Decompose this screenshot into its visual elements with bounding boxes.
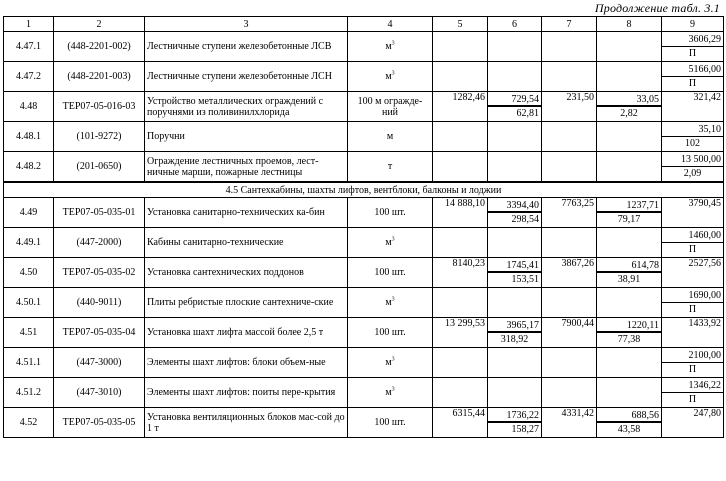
price-value: 35,10 [662,123,723,137]
item-unit: т [348,152,433,183]
item-unit: 100 шт. [348,408,433,438]
price-value: 2100,00 [662,349,723,363]
price-note: 2,09 [683,167,702,179]
item-description: Устройство металлических ограждений с поручнями из поливинилхлорида [145,92,348,122]
item-unit: $м^3$ [348,348,433,378]
table-row [4,408,724,438]
materials-cost: 1433,92 [662,318,724,348]
machine-cost: 3867,26 [542,258,597,288]
price-note: П [688,47,697,59]
total-cost: 1282,46 [433,92,488,122]
price-cell [662,348,724,378]
wage-sub: 62,81 [516,107,539,119]
machine-wage-value: 33,05 [597,93,661,107]
section-row [4,182,724,198]
item-number: 4.50.1 [4,288,54,318]
wage-cell [488,408,542,438]
table-row [4,318,724,348]
table-caption: Продолжение табл. 3.1 [594,1,720,15]
item-number: 4.48 [4,92,54,122]
table-row [4,62,724,92]
table-row [4,32,724,62]
header-cell: 4 [348,17,433,32]
item-number: 4.51.1 [4,348,54,378]
wage-cell [488,198,542,228]
table-row [4,228,724,258]
machine-cost: 7763,25 [542,198,597,228]
wage-sub: 318,92 [500,333,529,345]
item-description: Ограждение лестничных проемов, лест-ничные марши, пожарные лестницы [145,152,348,183]
header-cell: 9 [662,17,724,32]
machine-wage-cell [597,408,662,438]
item-unit: 100 шт. [348,318,433,348]
item-code: (447-3000) [54,348,145,378]
item-number: 4.50 [4,258,54,288]
table-row [4,122,724,152]
machine-wage-sub: 38,91 [617,273,641,285]
item-code: (201-0650) [54,152,145,183]
item-number: 4.47.1 [4,32,54,62]
header-cell: 7 [542,17,597,32]
item-code: ТЕР07-05-035-05 [54,408,145,438]
item-description: Установка шахт лифта массой более 2,5 т [145,318,348,348]
price-value: 13 500,00 [662,153,723,167]
item-unit: $м^3$ [348,32,433,62]
price-note: П [688,303,697,315]
wage-value: 3394,40 [488,199,541,213]
item-code: ТЕР07-05-016-03 [54,92,145,122]
item-description: Установка санитарно-технических ка-бин [145,198,348,228]
machine-cost: 4331,42 [542,408,597,438]
item-unit: $м^3$ [348,378,433,408]
price-cell [662,122,724,152]
header-cell: 2 [54,17,145,32]
item-number: 4.49 [4,198,54,228]
machine-wage-value: 614,78 [597,259,661,273]
wage-sub: 298,54 [511,213,539,225]
total-cost: 13 299,53 [433,318,488,348]
machine-wage-sub: 2,82 [620,107,638,119]
item-code: (448-2201-002) [54,32,145,62]
price-note: П [688,363,697,375]
header-cell: 3 [145,17,348,32]
item-unit: $м^3$ [348,228,433,258]
price-note: П [688,243,697,255]
price-cell [662,228,724,258]
item-code: ТЕР07-05-035-04 [54,318,145,348]
materials-cost: 3790,45 [662,198,724,228]
machine-cost: 7900,44 [542,318,597,348]
header-row [4,17,724,32]
price-cell [662,62,724,92]
wage-sub: 158,27 [511,423,539,435]
item-number: 4.51 [4,318,54,348]
item-number: 4.49.1 [4,228,54,258]
price-cell [662,378,724,408]
item-description: Установка вентиляционных блоков мас-сой до 1 т [145,408,348,438]
machine-wage-value: 1237,71 [597,199,661,213]
price-value: 1460,00 [662,229,723,243]
item-code: (101-9272) [54,122,145,152]
item-description: Установка сантехнических поддонов [145,258,348,288]
item-unit: 100 шт. [348,258,433,288]
item-unit: 100 шт. [348,198,433,228]
price-cell [662,32,724,62]
table-row [4,378,724,408]
header-cell: 6 [488,17,542,32]
wage-cell [488,258,542,288]
table-row [4,258,724,288]
machine-wage-cell [597,198,662,228]
machine-wage-sub: 77,38 [617,333,641,345]
item-code: ТЕР07-05-035-01 [54,198,145,228]
wage-cell [488,318,542,348]
table-row [4,288,724,318]
total-cost: 6315,44 [433,408,488,438]
item-description: Лестничные ступени железобетонные ЛСВ [145,32,348,62]
item-code: (447-3010) [54,378,145,408]
item-code: (447-2000) [54,228,145,258]
table-row [4,348,724,378]
materials-cost: 2527,56 [662,258,724,288]
total-cost: 14 888,10 [433,198,488,228]
machine-wage-cell [597,92,662,122]
machine-wage-sub: 43,58 [617,423,641,435]
wage-sub: 153,51 [511,273,539,285]
price-value: 5166,00 [662,63,723,77]
estimate-table [3,16,724,438]
item-number: 4.48.2 [4,152,54,183]
wage-value: 1736,22 [488,409,541,423]
table-row [4,92,724,122]
wage-value: 729,54 [488,93,541,107]
machine-wage-value: 1220,11 [597,319,661,333]
materials-cost: 321,42 [662,92,724,122]
price-cell [662,152,724,183]
item-description: Элементы шахт лифтов: блоки объем-ные [145,348,348,378]
wage-cell [488,92,542,122]
price-cell [662,288,724,318]
item-description: Элементы шахт лифтов: поиты пере-крытия [145,378,348,408]
item-unit: м [348,122,433,152]
machine-wage-sub: 79,17 [617,213,641,225]
total-cost: 8140,23 [433,258,488,288]
item-description: Поручни [145,122,348,152]
item-code: (440-9011) [54,288,145,318]
item-number: 4.51.2 [4,378,54,408]
table-row [4,198,724,228]
price-note: П [688,393,697,405]
header-cell: 1 [4,17,54,32]
machine-cost: 231,50 [542,92,597,122]
item-code: ТЕР07-05-035-02 [54,258,145,288]
item-unit: $м^3$ [348,288,433,318]
item-unit: 100 м огражде-ний [348,92,433,122]
header-cell: 5 [433,17,488,32]
price-value: 1346,22 [662,379,723,393]
item-number: 4.52 [4,408,54,438]
item-description: Плиты ребристые плоские сантехниче-ские [145,288,348,318]
price-value: 1690,00 [662,289,723,303]
section-title: 4.5 Сантехкабины, шахты лифтов, вентблоки, балконы и лоджии [4,182,724,198]
item-description: Кабины санитарно-технические [145,228,348,258]
item-number: 4.48.1 [4,122,54,152]
wage-value: 1745,41 [488,259,541,273]
item-description: Лестничные ступени железобетонные ЛСН [145,62,348,92]
machine-wage-cell [597,258,662,288]
price-note: 102 [685,137,700,149]
machine-wage-value: 688,56 [597,409,661,423]
wage-value: 3965,17 [488,319,541,333]
item-number: 4.47.2 [4,62,54,92]
materials-cost: 247,80 [662,408,724,438]
price-value: 3606,29 [662,33,723,47]
item-unit: $м^3$ [348,62,433,92]
header-cell: 8 [597,17,662,32]
machine-wage-cell [597,318,662,348]
price-note: П [688,77,697,89]
item-code: (448-2201-003) [54,62,145,92]
table-row [4,152,724,183]
